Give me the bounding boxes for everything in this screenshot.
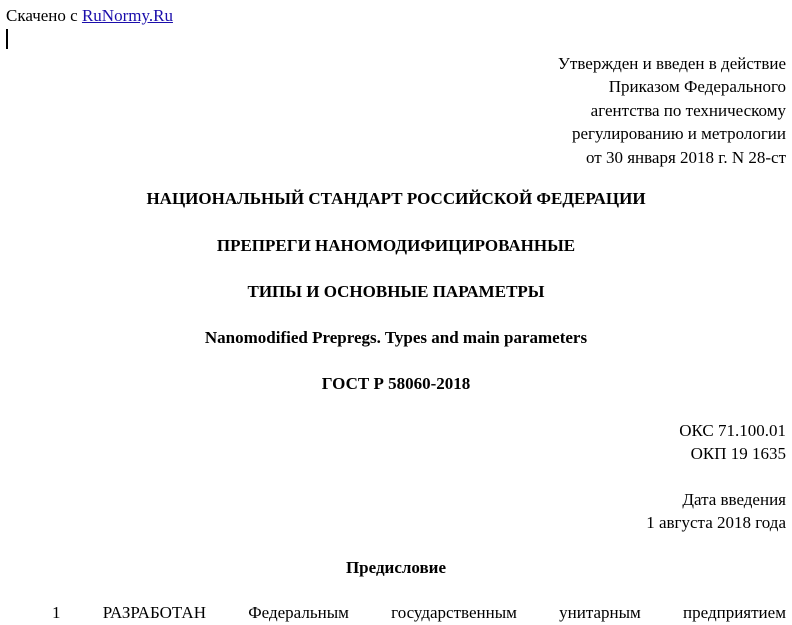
gost-number: ГОСТ Р 58060-2018 (321, 374, 471, 393)
standard-name-line1: ПРЕПРЕГИ НАНОМОДИФИЦИРОВАННЫЕ (216, 236, 576, 255)
approval-line: Утвержден и введен в действие (557, 54, 786, 73)
foreword-word: унитарным (559, 603, 641, 622)
foreword-heading: Предисловие (345, 558, 447, 577)
text-cursor (6, 29, 8, 49)
introduction-date-label: Дата введения (682, 490, 786, 509)
approval-block (558, 52, 786, 169)
introduction-date-block (646, 488, 786, 534)
approval-line: регулированию и метрологии (571, 124, 786, 144)
approval-line: агентства по техническому (590, 100, 786, 120)
okp-code: ОКП 19 1635 (690, 444, 786, 463)
foreword-word: предприятием (683, 603, 786, 622)
foreword-word: 1 (52, 603, 61, 622)
english-title: Nanomodified Prepregs. Types and main parameters (204, 328, 588, 347)
foreword-word: РАЗРАБОТАН (102, 603, 206, 622)
foreword-word: Федеральным (248, 603, 349, 622)
national-standard-heading: НАЦИОНАЛЬНЫЙ СТАНДАРТ РОССИЙСКОЙ ФЕДЕРАЦИИ (146, 189, 646, 208)
introduction-date: 1 августа 2018 года (646, 513, 786, 532)
download-source-line (6, 5, 173, 27)
oks-code: ОКС 71.100.01 (679, 421, 786, 440)
foreword-word: государственным (391, 603, 517, 622)
runormy-link[interactable]: RuNormy.Ru (81, 6, 173, 25)
foreword-item-1 (52, 602, 786, 624)
classification-codes (679, 419, 786, 465)
downloaded-prefix: Скачено с (6, 6, 78, 25)
standard-name-line2: ТИПЫ И ОСНОВНЫЕ ПАРАМЕТРЫ (247, 282, 545, 301)
approval-line: от 30 января 2018 г. N 28-ст (585, 147, 786, 167)
approval-line: Приказом Федерального (608, 77, 786, 97)
